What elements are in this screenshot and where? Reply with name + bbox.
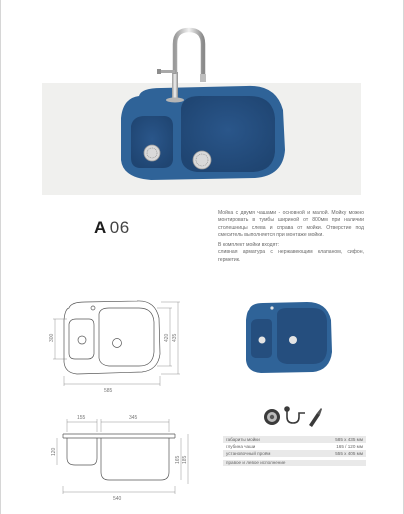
spec-row [223,450,366,457]
description-paragraph: Мойка с двумя чашами - основной и малой. Мойку можно монтировать в тумбы шириной от 800мм при наличии столешницы слева и справа от мойки. Отверстие под смеситель выполняется при монтаже мойки. [218,210,364,238]
dim-small-depth: 120 [51,447,57,456]
dim-height-main: 420 [164,333,170,342]
spec-row [223,443,366,450]
spec-value: 585 х 435 мм [335,437,363,442]
description-paragraph: В комплект мойки входят: [218,242,280,249]
siphon-icon [285,407,305,423]
spec-label: габариты мойки [226,437,260,442]
spec-value: 165 / 120 мм [336,444,363,449]
dim-height-total: 435 [172,333,178,342]
spec-note: правое и левое исполнение [223,460,366,466]
spec-value: 555 х 405 мм [335,451,363,456]
sink-body [121,86,285,180]
model-letter: A [94,218,107,237]
spec-label: установочный проём [226,451,271,456]
dim-height-small: 300 [49,333,55,342]
spec-label: глубина чаши [226,444,256,449]
drain-valve-icon [264,409,280,425]
description-text [218,210,364,267]
product-photo [1,0,404,200]
specs-table [223,436,366,466]
dim-total-depth: 185 [182,455,188,464]
top-view-drawing [45,298,195,396]
dim-main-width: 345 [129,415,138,421]
side-view-drawing [45,408,195,508]
dim-total-width: 540 [113,496,122,502]
model-number: 06 [109,218,130,237]
description-paragraph: сливная арматура с нержавеющим клапаном, сифон, герметик. [218,249,364,263]
sink-top-render [241,300,336,375]
dim-small-width: 155 [77,415,86,421]
sealant-icon [309,408,322,427]
dim-width: 585 [104,388,113,394]
dim-main-depth: 165 [175,455,181,464]
model-title [94,218,130,238]
spec-row [223,436,366,443]
accessory-icons [263,405,323,429]
